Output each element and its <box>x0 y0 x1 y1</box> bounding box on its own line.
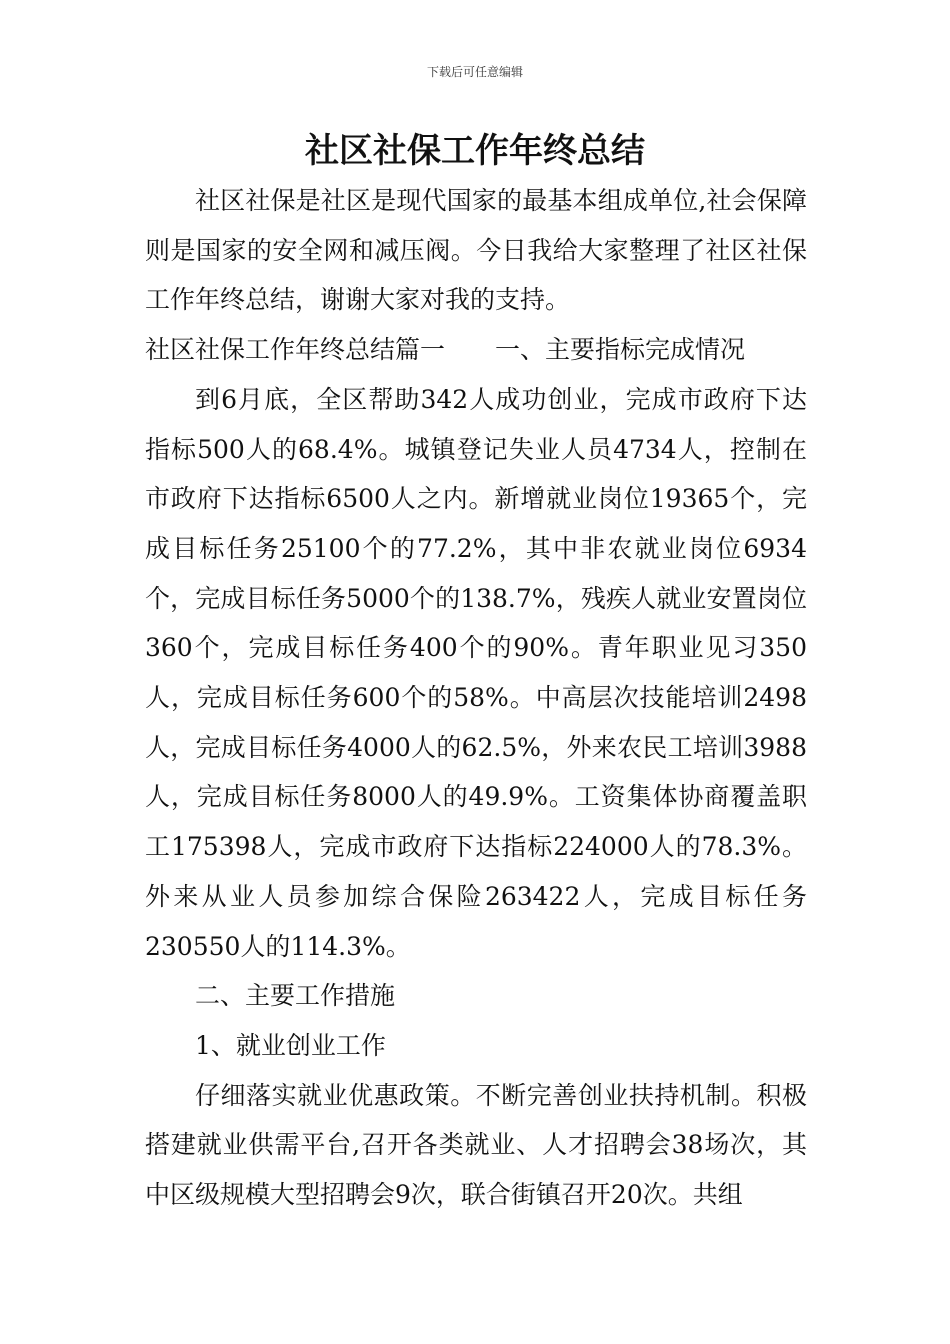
section-heading-line <box>145 325 807 375</box>
document-title: 社区社保工作年终总结 <box>305 131 645 171</box>
heading-main-measures: 二、主要工作措施 <box>195 981 396 1011</box>
heading-employment-work: 1、就业创业工作 <box>195 1030 386 1060</box>
intro-paragraph: 社区社保是社区是现代国家的最基本组成单位,社会保障则是国家的安全网和减压阀。今日我给大家整理了社区社保工作年终总结，谢谢大家对我的支持。 <box>145 186 807 315</box>
section-heading: 一、主要指标完成情况 <box>495 335 746 365</box>
paragraph-employment: 仔细落实就业优惠政策。不断完善创业扶持机制。积极搭建就业供需平台,召开各类就业、人才招聘会38场次，其中区级规模大型招聘会9次，联合街镇召开20次。共组 <box>145 1080 807 1210</box>
paragraph-indicators: 到6月底，全区帮助342人成功创业，完成市政府下达指标500人的68.4%。城镇登记失业人员4734人，控制在市政府下达指标6500人之内。新增就业岗位19365个，完成目标任务25100个的77.2%，其中非农就业岗位6934个，完成目标任务5000个的138.7%，残疾人就业安置岗位360个，完成目标任务400个的90%。青年职业见习350人，完成目标任务600个的58%。中高层次技能培训2498人，完成目标任务4000人的62.5%，外来农民工培训3988人，完成目标任务8000人的49.9%。工资集体协商覆盖职工175398人，完成市政府下达指标224000人的78.3%。外来从业人员参加综合保险263422人，完成目标任务230550人的114.3%。 <box>145 384 807 961</box>
heading-spacer <box>445 325 495 375</box>
document-body <box>145 176 807 1220</box>
section-title: 社区社保工作年终总结篇一 <box>145 335 446 365</box>
page-header: 下载后可任意编辑 <box>426 65 523 79</box>
